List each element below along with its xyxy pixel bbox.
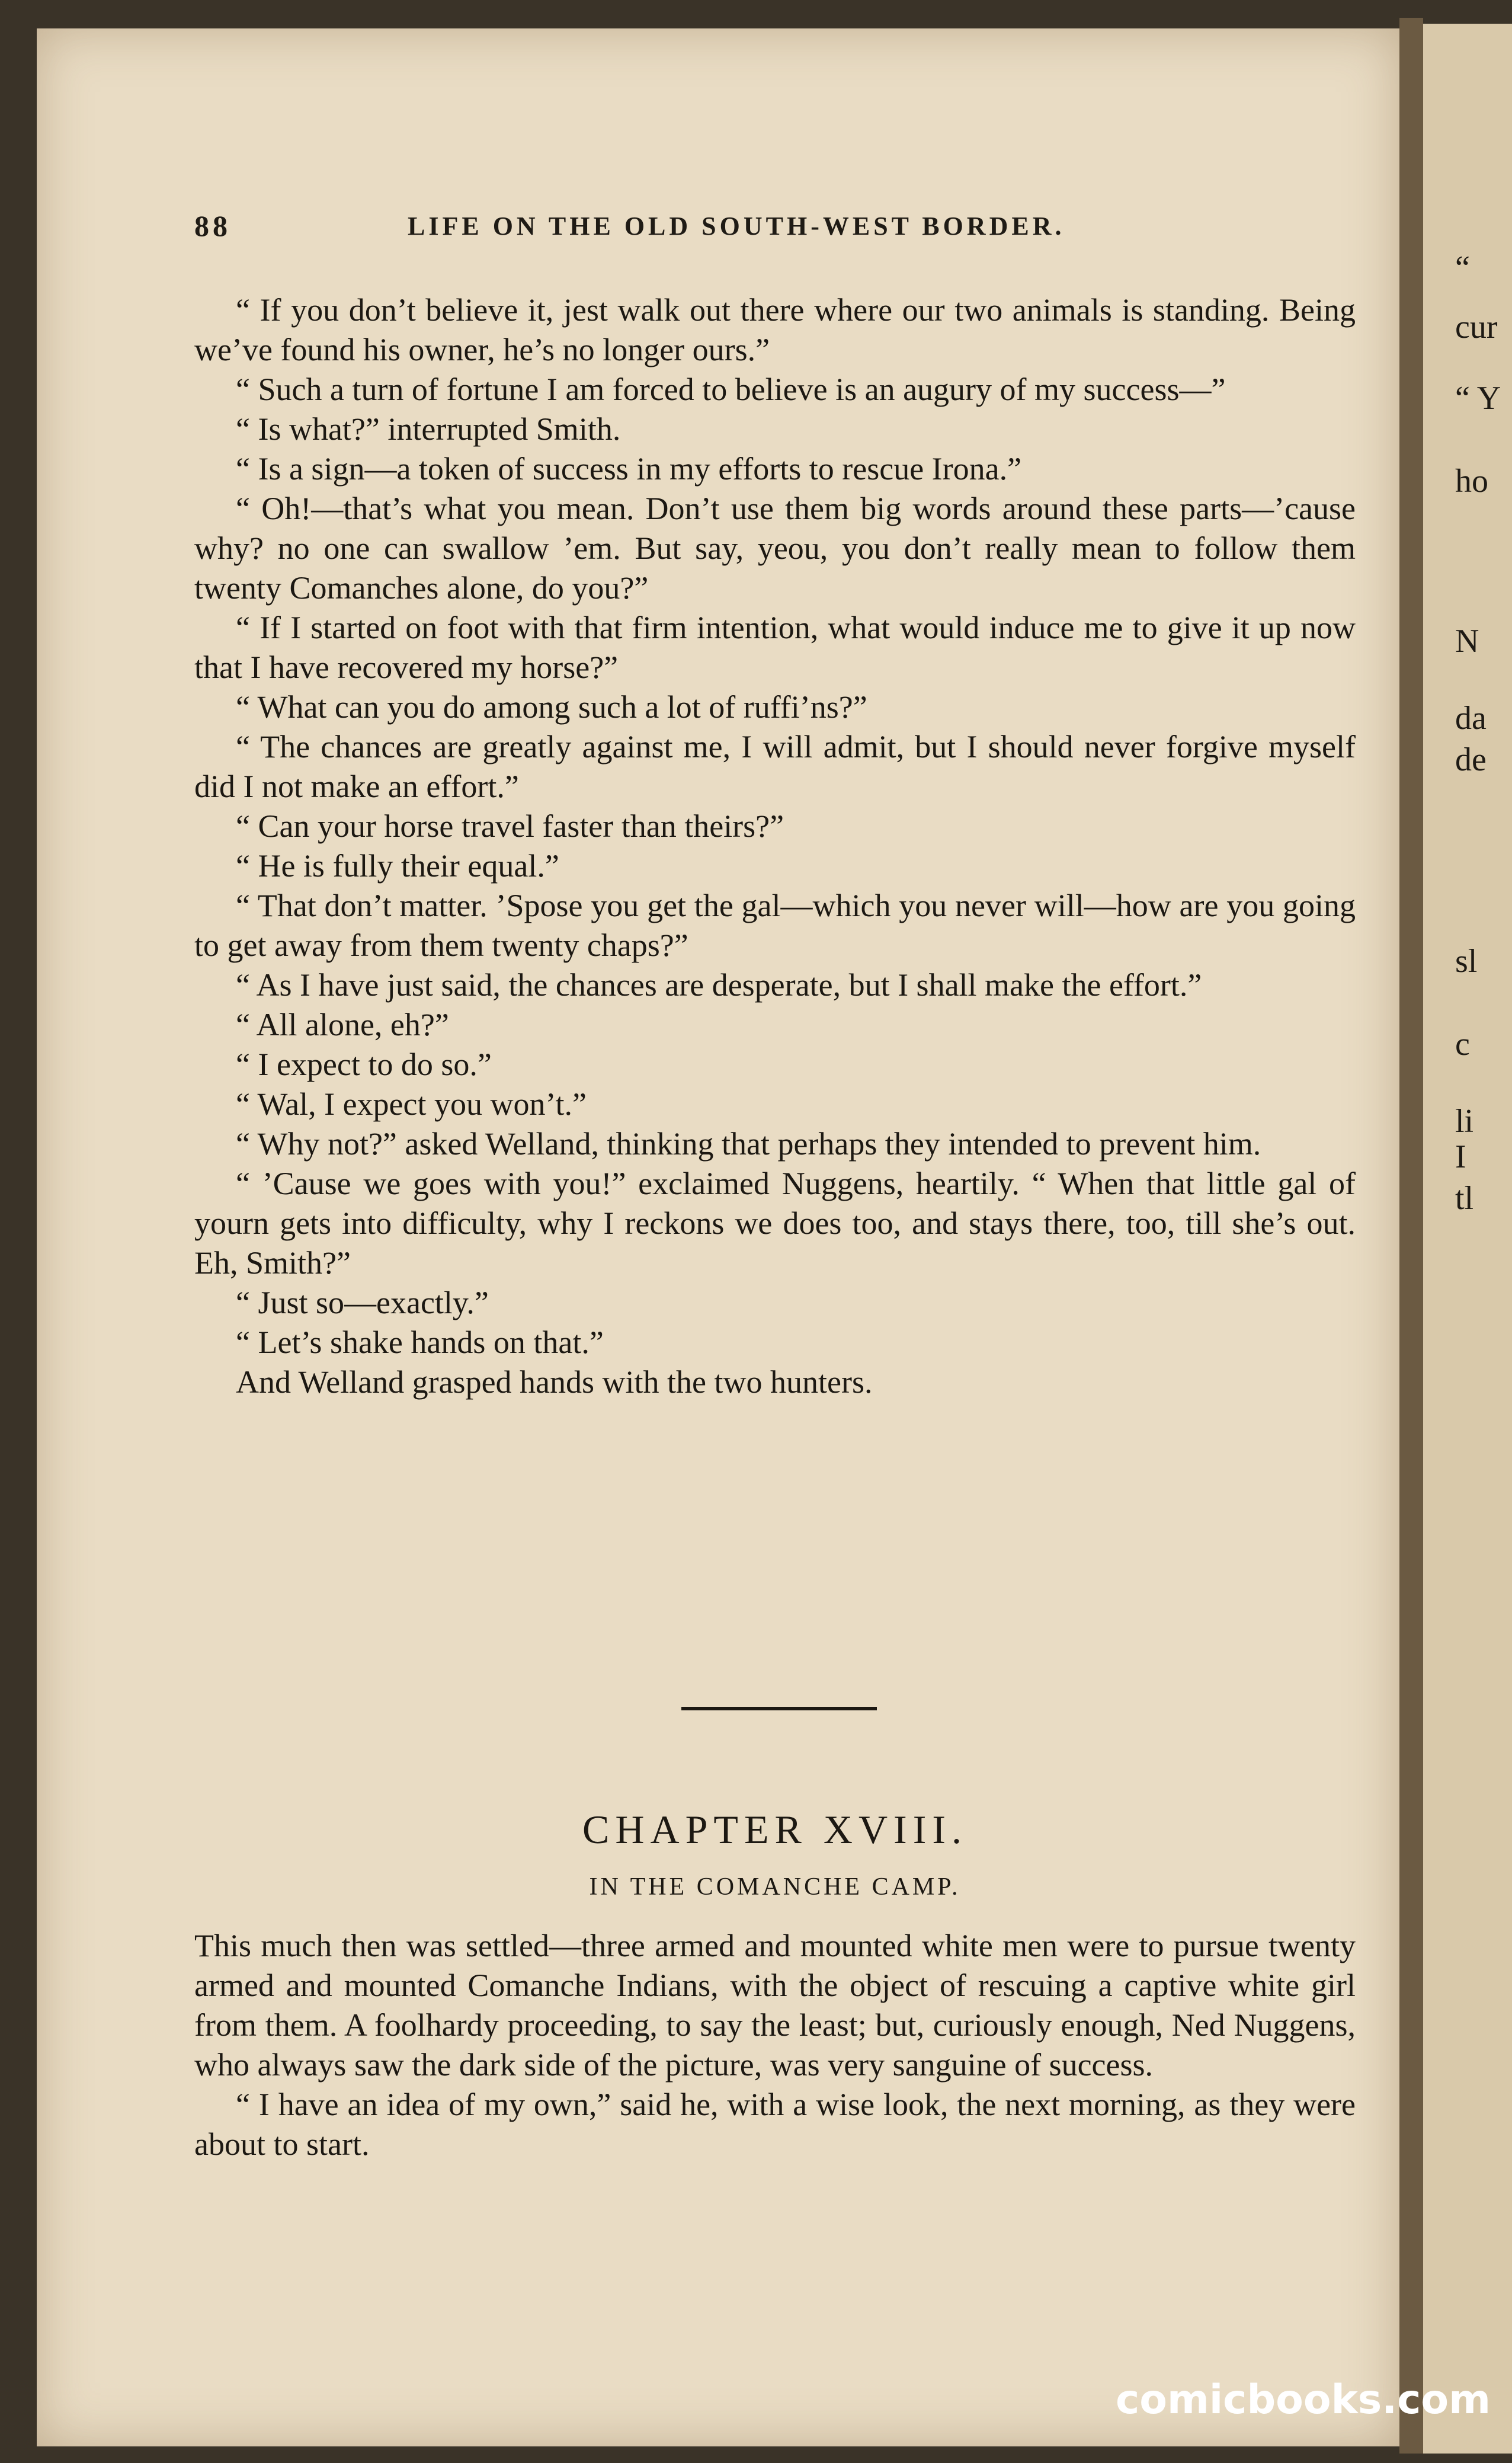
paragraph: “ ’Cause we goes with you!” exclaimed Nuggens, heartily. “ When that little gal of yourn gets into difficulty, why I reckons we does too, and stays there, too, till she’s out. Eh, Smith?” (194, 1166, 1356, 1281)
running-title: LIFE ON THE OLD SOUTH-WEST BORDER. (408, 212, 1065, 241)
facing-fragment: c (1455, 1026, 1470, 1063)
facing-fragment: da (1455, 700, 1487, 737)
paragraph: “ Just so—exactly.” (236, 1285, 489, 1320)
paragraph: “ If you don’t believe it, jest walk out there where our two animals is standing. Being we’ve found his owner, he’s no longer ours.” (194, 292, 1356, 367)
paragraph: “ The chances are greatly against me, I will admit, but I should never forgive myself did I not make an effort.” (194, 729, 1356, 804)
book-spine (1399, 18, 1423, 2454)
paragraph: “ Wal, I expect you won’t.” (236, 1086, 587, 1122)
facing-fragment: sl (1455, 943, 1478, 980)
facing-fragment: “ (1455, 250, 1470, 286)
paragraph: “ As I have just said, the chances are desperate, but I shall make the effort.” (236, 967, 1202, 1003)
chapter-subheading: IN THE COMANCHE CAMP. (589, 1873, 961, 1901)
body-text (194, 290, 1356, 1402)
facing-fragment: de (1455, 741, 1487, 778)
facing-fragment: I (1455, 1138, 1466, 1175)
paragraph: “ Why not?” asked Welland, thinking that perhaps they intended to prevent him. (236, 1126, 1261, 1162)
paragraph: “ Can your horse travel faster than theirs?” (236, 808, 784, 844)
paragraph: “ Oh!—that’s what you mean. Don’t use them big words around these parts—’cause why? no one can swallow ’em. But say, yeou, you don’t really mean to follow them twenty Comanches alone, do you?” (194, 491, 1356, 606)
chapter-heading: CHAPTER XVIII. (582, 1807, 968, 1852)
facing-fragment: tl (1455, 1180, 1474, 1217)
facing-fragment: li (1455, 1103, 1474, 1140)
facing-page-edge (1423, 24, 1512, 2454)
running-head (194, 209, 1367, 256)
watermark: comicbooks.com (1115, 2376, 1491, 2423)
paragraph: “ I expect to do so.” (236, 1047, 492, 1082)
facing-fragment: “ Y (1455, 380, 1501, 417)
paragraph: “ I have an idea of my own,” said he, with a wise look, the next morning, as they were about to start. (194, 2087, 1356, 2162)
facing-fragment: cur (1455, 309, 1498, 346)
paragraph: This much then was settled—three armed and mounted white men were to pursue twenty armed and mounted Comanche Indians, with the object of rescuing a captive white girl from them. A foolhardy proceeding, to say the least; but, curiously enough, Ned Nuggens, who always saw the dark side of the picture, was very sanguine of success. (194, 1928, 1356, 2083)
paragraph: And Welland grasped hands with the two hunters. (236, 1364, 873, 1400)
page-number: 88 (194, 209, 231, 242)
section-rule (681, 1707, 877, 1710)
paragraph: “ Let’s shake hands on that.” (236, 1325, 604, 1360)
paragraph: “ All alone, eh?” (236, 1007, 449, 1042)
paragraph: “ Is what?” interrupted Smith. (236, 411, 621, 447)
paragraph: “ Is a sign—a token of success in my efforts to rescue Irona.” (236, 451, 1022, 487)
paragraph: “ If I started on foot with that firm intention, what would induce me to give it up now that I have recovered my horse?” (194, 610, 1356, 685)
paragraph: “ He is fully their equal.” (236, 848, 559, 884)
paragraph: “ Such a turn of fortune I am forced to believe is an augury of my success—” (236, 372, 1226, 407)
chapter-text (194, 1926, 1356, 2164)
facing-fragment: N (1455, 623, 1479, 660)
facing-fragment: ho (1455, 463, 1488, 500)
paragraph: “ What can you do among such a lot of ruffi’ns?” (236, 689, 867, 725)
paragraph: “ That don’t matter. ’Spose you get the gal—which you never will—how are you going to get away from them twenty chaps?” (194, 888, 1356, 963)
